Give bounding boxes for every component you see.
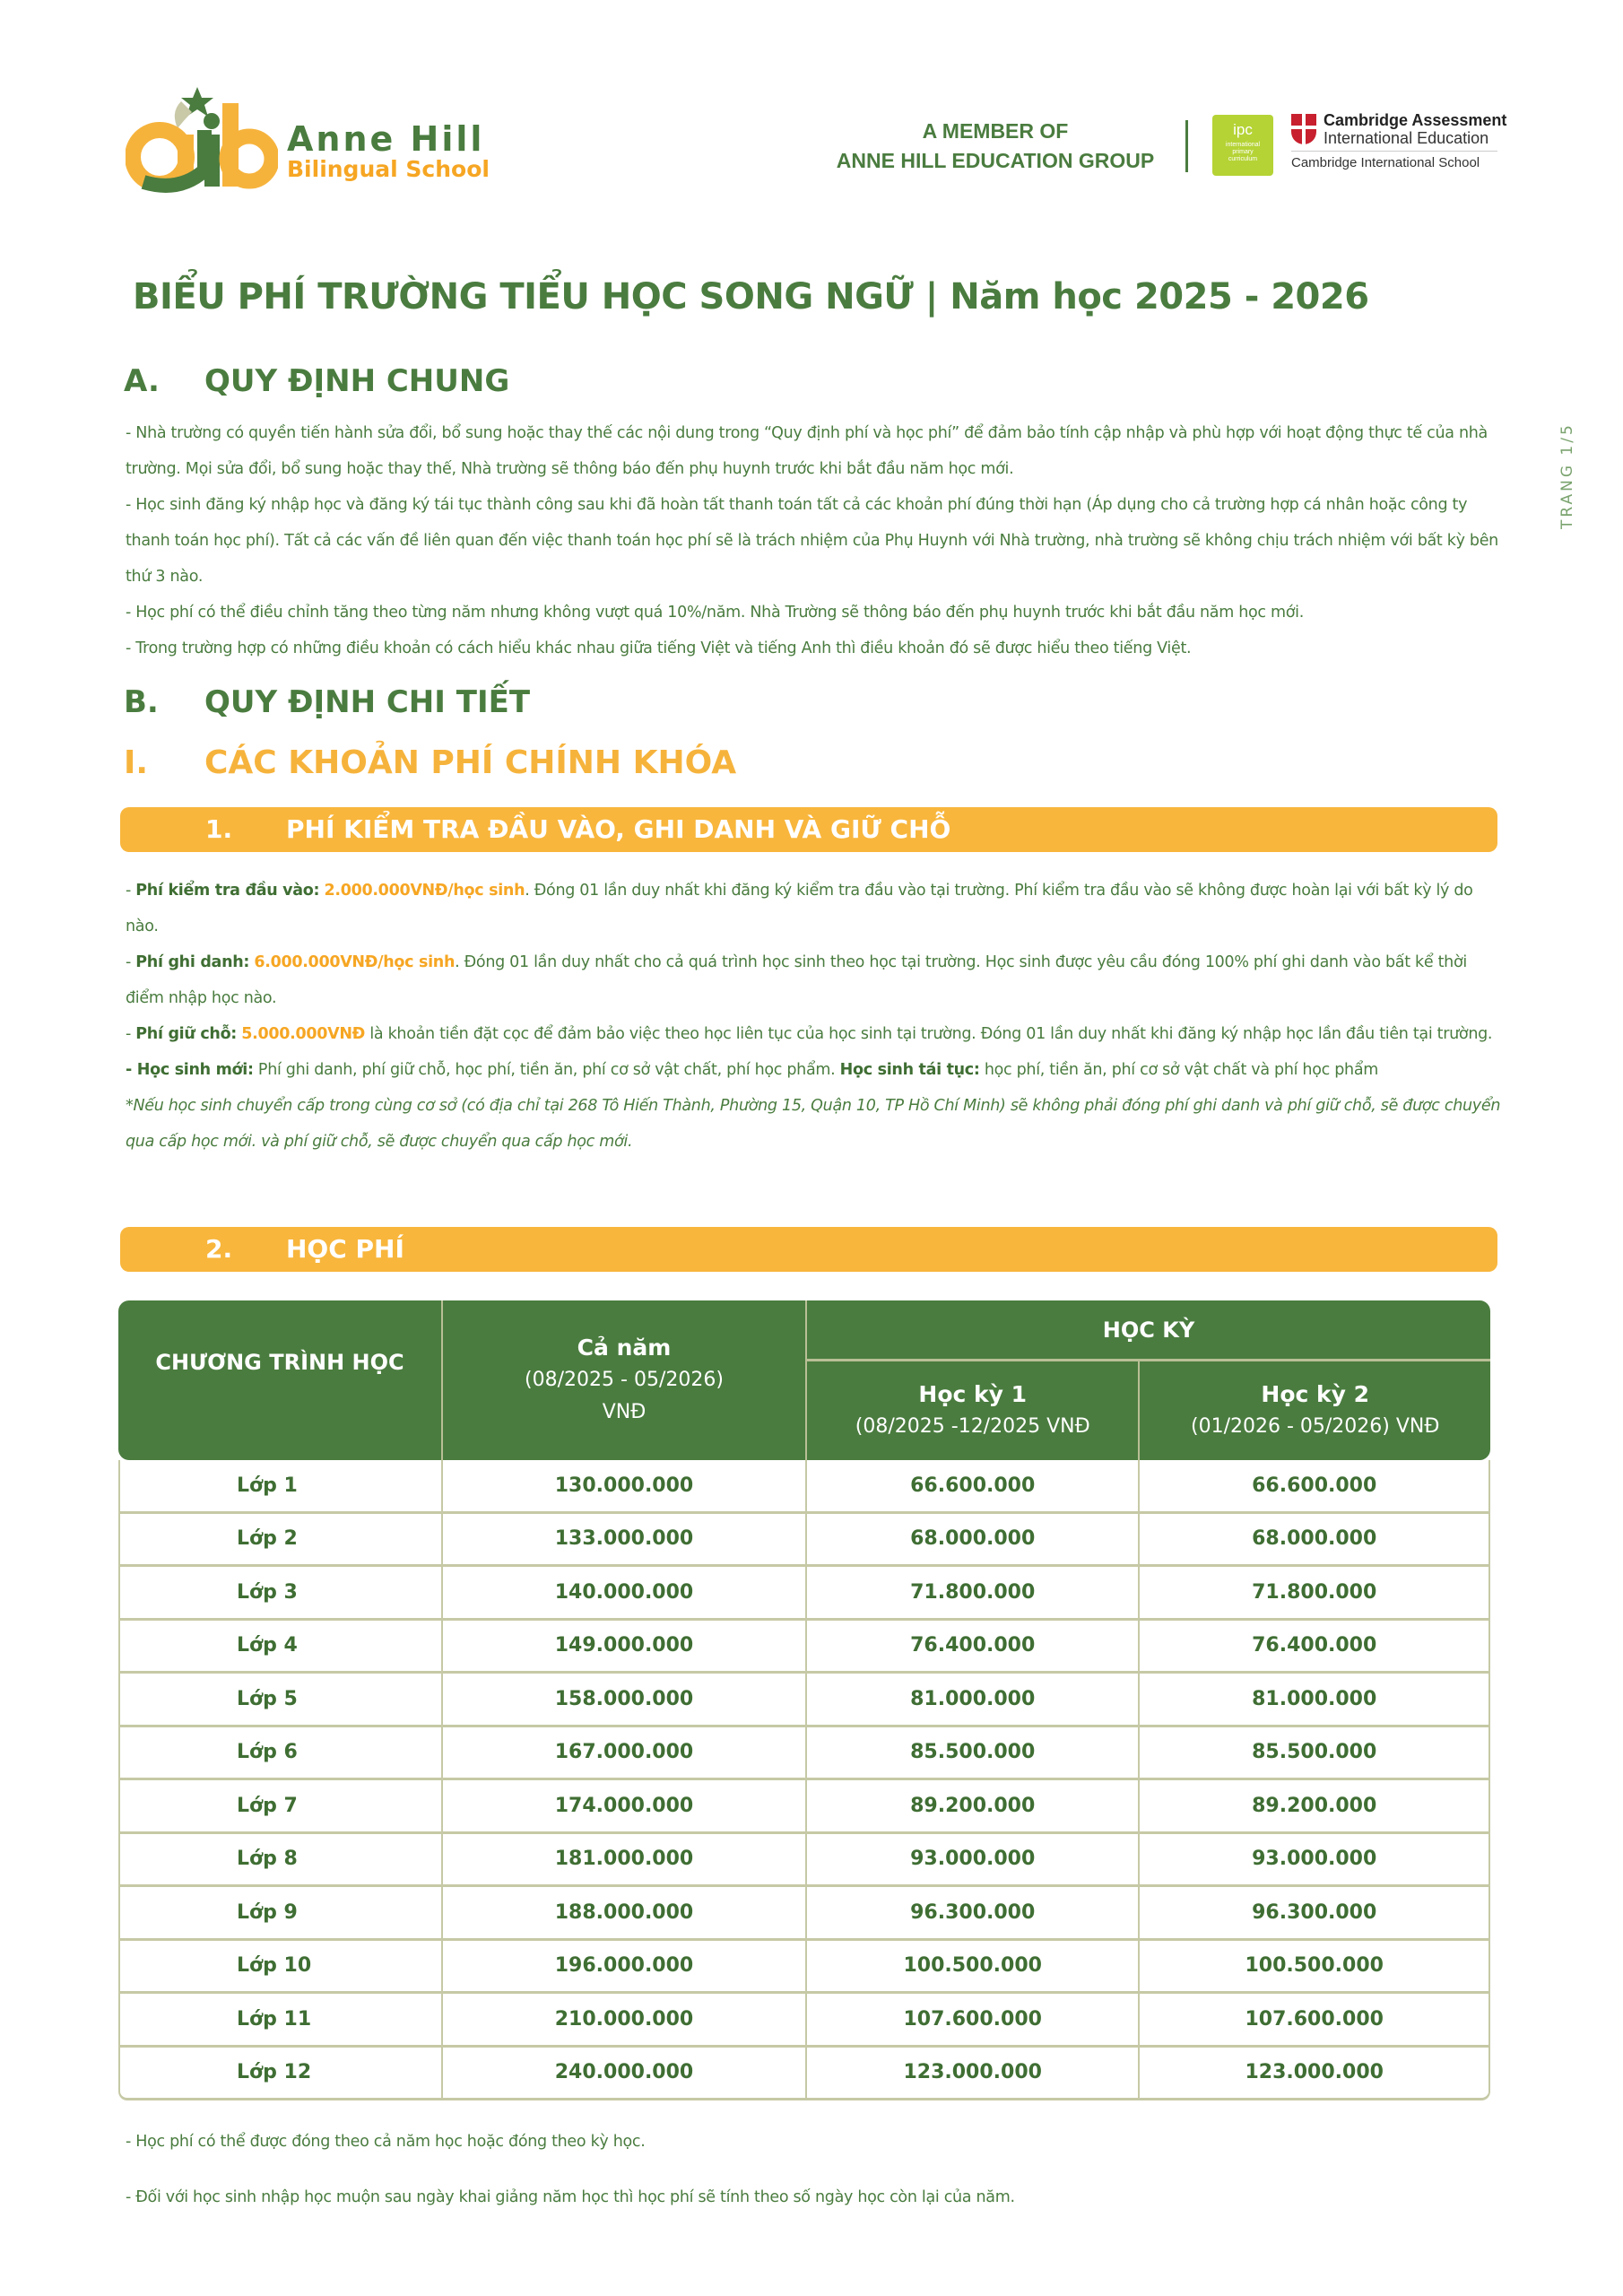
student-types [126, 1052, 1506, 1088]
table-row [118, 1727, 1490, 1781]
full-year-cell: 133.000.000 [443, 1514, 807, 1568]
header-semester-2 [1140, 1361, 1490, 1460]
fee-description: là khoản tiền đặt cọc để đảm bảo việc theo học liên tục của học sinh tại trường. Đóng 01 lần duy nhất khi đăng ký nhập học lần đầu tiên tại trường. [365, 1025, 1493, 1043]
ipc-logo [1212, 115, 1273, 176]
grade-cell: Lớp 2 [118, 1514, 443, 1568]
table-row [118, 1674, 1490, 1727]
full-year-label: Cả năm [577, 1335, 672, 1361]
bullet: - [126, 1025, 136, 1043]
tuition-note: - Học phí có thể được đóng theo cả năm học hoặc đóng theo kỳ học. [126, 2133, 646, 2151]
semester-1-cell: 93.000.000 [807, 1834, 1140, 1888]
admission-fees [126, 873, 1506, 1160]
cambridge-school: Cambridge International School [1291, 155, 1480, 170]
section-a-number: A. [124, 363, 160, 399]
full-year-cell: 240.000.000 [443, 2048, 807, 2101]
section-b-heading [124, 684, 530, 720]
section-a-title: QUY ĐỊNH CHUNG [204, 363, 510, 399]
member-line-1: A MEMBER OF [922, 119, 1069, 143]
returning-student-label: Học sinh tái tục: [839, 1061, 980, 1079]
semester-2-cell: 96.300.000 [1140, 1887, 1490, 1941]
full-year-cell: 188.000.000 [443, 1887, 807, 1941]
header-full-year [443, 1300, 807, 1460]
header-semester-1 [807, 1361, 1140, 1460]
member-line-2: ANNE HILL EDUCATION GROUP [836, 149, 1155, 172]
table-row [118, 1514, 1490, 1568]
table-row [118, 1834, 1490, 1888]
group-membership [825, 117, 1166, 176]
new-student-label: - Học sinh mới: [126, 1061, 254, 1079]
cambridge-line-1: Cambridge Assessment [1324, 111, 1507, 129]
school-logo[interactable] [126, 85, 502, 193]
full-year-cell: 140.000.000 [443, 1567, 807, 1621]
semester-1-cell: 100.500.000 [807, 1941, 1140, 1995]
tuition-table-body [118, 1460, 1490, 2100]
subsection-1-banner [120, 807, 1497, 852]
semester-2-cell: 89.200.000 [1140, 1780, 1490, 1834]
new-student-fees: Phí ghi danh, phí giữ chỗ, học phí, tiền ăn, phí cơ sở vật chất, phí học phẩm. [253, 1061, 840, 1079]
semester-2-cell: 123.000.000 [1140, 2048, 1490, 2101]
semester-2-cell: 100.500.000 [1140, 1941, 1490, 1995]
fee-label: Phí giữ chỗ: [135, 1025, 237, 1043]
semester-2-cell: 76.400.000 [1140, 1621, 1490, 1674]
tuition-notes [126, 2114, 1506, 2225]
cambridge-crest-icon [1291, 114, 1316, 144]
section-a-heading [124, 363, 509, 399]
semester-2-cell: 71.800.000 [1140, 1567, 1490, 1621]
ipc-line-2: primary [1232, 149, 1254, 155]
fee-amount: 6.000.000VNĐ/học sinh [254, 953, 456, 971]
semester-1-cell: 123.000.000 [807, 2048, 1140, 2101]
transfer-note: *Nếu học sinh chuyển cấp trong cùng cơ sở (có địa chỉ tại 268 Tô Hiến Thành, Phường 15, Quận 10, TP Hồ Chí Minh) sẽ không phải đóng phí ghi danh và phí giữ chỗ, sẽ được chuyển qua cấp học mới. và phí giữ chỗ, sẽ được chuyển qua cấp học mới. [126, 1097, 1501, 1151]
semester-2-cell: 81.000.000 [1140, 1674, 1490, 1727]
fee-label: Phí kiểm tra đầu vào: [135, 882, 320, 900]
semester-1-cell: 107.600.000 [807, 1994, 1140, 2048]
general-rule: - Học sinh đăng ký nhập học và đăng ký tái tục thành công sau khi đã hoàn tất thanh toán tất cả các khoản phí đúng thời hạn (Áp dụng cho cả trường hợp cá nhân hoặc công ty thanh toán học phí). Tất cả các vấn đề liên quan đến việc thanh toán học phí sẽ là trách nhiệm của Phụ Huynh với Nhà trường, nhà trường sẽ không chịu trách nhiệm với bất kỳ bên thứ 3 nào. [126, 496, 1498, 586]
full-year-cell: 174.000.000 [443, 1780, 807, 1834]
ipc-line-3: curriculum [1228, 156, 1258, 162]
semester-1-cell: 89.200.000 [807, 1780, 1140, 1834]
bullet: - [126, 953, 136, 971]
semester-2-cell: 93.000.000 [1140, 1834, 1490, 1888]
sem1-range: (08/2025 -12/2025 VNĐ [855, 1415, 1090, 1438]
ipc-abbr: ipc [1233, 121, 1253, 138]
header-divider [1185, 120, 1188, 172]
grade-cell: Lớp 8 [118, 1834, 443, 1888]
general-rule: - Học phí có thể điều chỉnh tăng theo từng năm nhưng không vượt quá 10%/năm. Nhà Trường sẽ thông báo đến phụ huynh trước khi bắt đầu năm học mới. [126, 604, 1304, 622]
full-year-cell: 210.000.000 [443, 1994, 807, 2048]
full-year-cell: 130.000.000 [443, 1460, 807, 1514]
fee-item-deposit [126, 1016, 1506, 1052]
header-semester-group: HỌC KỲ [807, 1300, 1490, 1361]
semester-1-cell: 68.000.000 [807, 1514, 1140, 1568]
ahb-logo-mark-icon [126, 85, 278, 193]
section-i-title: CÁC KHOẢN PHÍ CHÍNH KHÓA [204, 744, 737, 781]
tuition-table [118, 1300, 1490, 2100]
full-year-cell: 167.000.000 [443, 1727, 807, 1781]
grade-cell: Lớp 11 [118, 1994, 443, 2048]
table-row [118, 1780, 1490, 1834]
table-row [118, 1621, 1490, 1674]
grade-cell: Lớp 7 [118, 1780, 443, 1834]
semester-1-cell: 76.400.000 [807, 1621, 1140, 1674]
logo-subtitle: Bilingual School [287, 156, 490, 182]
tuition-note: - Đối với học sinh nhập học muộn sau ngày khai giảng năm học thì học phí sẽ tính theo số ngày học còn lại của năm. [126, 2188, 1015, 2206]
table-row [118, 1887, 1490, 1941]
semester-1-cell: 71.800.000 [807, 1567, 1140, 1621]
subsection-1-title: PHÍ KIỂM TRA ĐẦU VÀO, GHI DANH VÀ GIỮ CHỖ [286, 814, 951, 844]
logo-name: Anne Hill [287, 119, 485, 159]
table-row [118, 1460, 1490, 1514]
subsection-2-banner [120, 1227, 1497, 1272]
semester-2-cell: 66.600.000 [1140, 1460, 1490, 1514]
general-rules [126, 415, 1506, 666]
semester-1-cell: 66.600.000 [807, 1460, 1140, 1514]
grade-cell: Lớp 3 [118, 1567, 443, 1621]
grade-cell: Lớp 1 [118, 1460, 443, 1514]
logo-text [287, 121, 490, 182]
sem2-label: Học kỳ 2 [1261, 1381, 1370, 1407]
full-year-unit: VNĐ [602, 1401, 647, 1423]
section-b-title: QUY ĐỊNH CHI TIẾT [204, 684, 531, 720]
grade-cell: Lớp 9 [118, 1887, 443, 1941]
page-header [0, 0, 1623, 206]
fee-label: Phí ghi danh: [135, 953, 250, 971]
general-rule: - Nhà trường có quyền tiến hành sửa đổi, bổ sung hoặc thay thế các nội dung trong “Quy định phí và học phí” để đảm bảo tính cập nhập và phù hợp với hoạt động thực tế của nhà trường. Mọi sửa đổi, bổ sung hoặc thay thế, Nhà trường sẽ thông báo đến phụ huynh trước khi bắt đầu năm học mới. [126, 424, 1488, 478]
semester-1-cell: 85.500.000 [807, 1727, 1140, 1781]
fee-amount: 2.000.000VNĐ/học sinh [324, 882, 525, 900]
fee-description: . Đóng 01 lần duy nhất khi đăng ký kiểm tra đầu vào tại trường. Phí kiểm tra đầu vào sẽ không được hoàn lại với bất kỳ lý do nào. [126, 882, 1473, 935]
general-rule: - Trong trường hợp có những điều khoản có cách hiểu khác nhau giữa tiếng Việt và tiếng Anh thì điều khoản đó sẽ được hiểu theo tiếng Việt. [126, 639, 1192, 657]
fee-item-registration [126, 944, 1506, 1016]
grade-cell: Lớp 12 [118, 2048, 443, 2101]
grade-cell: Lớp 5 [118, 1674, 443, 1727]
sem2-range: (01/2026 - 05/2026) VNĐ [1191, 1415, 1440, 1438]
ipc-line-1: international [1225, 142, 1261, 148]
grade-cell: Lớp 10 [118, 1941, 443, 1995]
sem1-label: Học kỳ 1 [918, 1381, 1028, 1407]
semester-1-cell: 96.300.000 [807, 1887, 1140, 1941]
section-i-number: I. [124, 744, 149, 781]
table-row [118, 1941, 1490, 1995]
cambridge-line-2: International Education [1324, 129, 1489, 147]
header-program: CHƯƠNG TRÌNH HỌC [118, 1300, 443, 1460]
full-year-range: (08/2025 - 05/2026) [525, 1369, 724, 1391]
bullet: - [126, 882, 136, 900]
section-i-heading [124, 744, 736, 781]
fee-amount: 5.000.000VNĐ [241, 1025, 366, 1043]
fee-description: . Đóng 01 lần duy nhất cho cả quá trình học sinh theo học tại trường. Học sinh được yêu cầu đóng 100% phí ghi danh vào bất kể thời điểm nhập học nào. [126, 953, 1467, 1007]
section-b-number: B. [124, 684, 159, 720]
grade-cell: Lớp 6 [118, 1727, 443, 1781]
cambridge-rule [1291, 151, 1497, 152]
semester-2-cell: 85.500.000 [1140, 1727, 1490, 1781]
subsection-2-title: HỌC PHÍ [286, 1234, 404, 1264]
subsection-1-number: 1. [205, 814, 233, 844]
returning-student-fees: học phí, tiền ăn, phí cơ sở vật chất và phí học phẩm [979, 1061, 1378, 1079]
full-year-cell: 181.000.000 [443, 1834, 807, 1888]
full-year-cell: 149.000.000 [443, 1621, 807, 1674]
grade-cell: Lớp 4 [118, 1621, 443, 1674]
full-year-cell: 158.000.000 [443, 1674, 807, 1727]
semester-1-cell: 81.000.000 [807, 1674, 1140, 1727]
table-row [118, 1994, 1490, 2048]
semester-2-cell: 107.600.000 [1140, 1994, 1490, 2048]
full-year-cell: 196.000.000 [443, 1941, 807, 1995]
table-row [118, 2048, 1490, 2101]
page-number: TRANG 1/5 [1558, 422, 1576, 529]
cambridge-title [1324, 111, 1506, 147]
subsection-2-number: 2. [205, 1234, 233, 1264]
fee-item-entrance-test [126, 873, 1506, 944]
semester-2-cell: 68.000.000 [1140, 1514, 1490, 1568]
page-title: BIỂU PHÍ TRƯỜNG TIỂU HỌC SONG NGỮ | Năm học 2025 - 2026 [133, 276, 1369, 317]
table-row [118, 1567, 1490, 1621]
